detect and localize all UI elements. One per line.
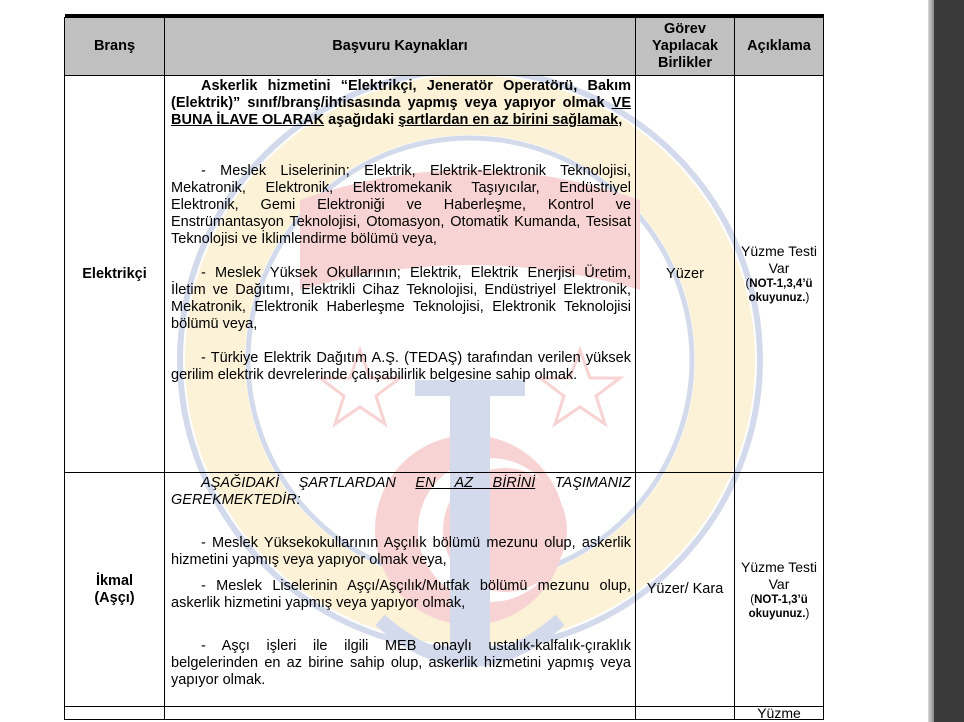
paren-open: ( xyxy=(745,278,750,290)
intro-emphasis: VE BUNA İLAVE OLARAK xyxy=(171,95,631,128)
gorev-cell xyxy=(636,707,735,720)
paren-open: ( xyxy=(750,593,755,606)
header-aciklama: Açıklama xyxy=(735,18,824,76)
table-row xyxy=(65,707,824,720)
basvuru-cell xyxy=(165,76,636,473)
brans-line: İkmal xyxy=(95,572,134,589)
header-gorev: Görev Yapılacak Birlikler xyxy=(636,18,735,76)
brans-cell xyxy=(65,473,165,707)
requirement-heading xyxy=(171,475,631,509)
basvuru-cell xyxy=(165,707,636,720)
header-brans: Branş xyxy=(65,18,165,76)
list-item: - Türkiye Elektrik Dağıtım A.Ş. (TEDAŞ) tarafından verilen yüksek gerilim elektrik devrelerinde çalışabilirlik belgesine sahip olmak. xyxy=(171,350,631,383)
brans-cell xyxy=(65,707,165,720)
heading-text: AŞAĞIDAKİ ŞARTLARDAN xyxy=(201,475,416,491)
list-item: - Meslek Yüksek Okullarının; Elektrik, Elektrik Enerjisi Üretim, İletim ve Dağıtımı, Elektrikli Cihaz Teknolojisi, Endüstriyel Elektronik, Mekatronik, Elektronik Haberleşme Teknolojisi, Elektronik Teknolojisi bölümü veya, xyxy=(171,265,631,332)
brans-cell: Elektrikçi xyxy=(65,76,165,473)
gorev-cell: Yüzer xyxy=(636,76,735,473)
aciklama-cell: Yüzme xyxy=(735,707,824,720)
intro-text: Askerlik hizmetini “Elektrikçi, Jeneratör Operatörü, Bakım (Elektrik)” sınıf/branş/ihtisasında yapmış veya yapıyor olmak xyxy=(171,78,631,111)
heading-emphasis: EN AZ BİRİNİ xyxy=(415,475,536,491)
aciklama-cell xyxy=(735,76,824,473)
intro-text: aşağıdaki xyxy=(324,112,399,128)
aciklama-note-line xyxy=(735,593,823,621)
table-row xyxy=(65,76,824,473)
list-item: - Meslek Yüksekokullarının Aşçılık bölümü mezunu olup, askerlik hizmetini yapmış veya yapıyor olmak veya, xyxy=(171,535,631,568)
list-item: - Meslek Liselerinin Aşçı/Aşçılık/Mutfak bölümü mezunu olup, askerlik hizmetini yapmış veya yapıyor olmak, xyxy=(171,578,631,611)
brans-line: (Aşçı) xyxy=(94,589,135,606)
table-header-row xyxy=(65,18,824,76)
header-basvuru: Başvuru Kaynakları xyxy=(165,18,636,76)
aciklama-main: Yüzme Testi Var xyxy=(741,558,817,592)
intro-paragraph xyxy=(171,78,631,129)
requirements-table xyxy=(64,14,824,720)
intro-emphasis: şartlardan en az birini sağlamak, xyxy=(398,112,623,128)
aciklama-note: NOT-1,3,4’ü okuyunuz. xyxy=(748,278,813,304)
aciklama-main: Yüzme Testi Var xyxy=(741,243,817,276)
aciklama-note: NOT-1,3’ü okuyunuz. xyxy=(748,593,808,620)
table-row xyxy=(65,473,824,707)
aciklama-cell xyxy=(735,473,824,707)
paren-close: ) xyxy=(805,607,810,620)
aciklama-note-line xyxy=(735,277,823,305)
viewer-background xyxy=(934,0,964,722)
gorev-cell: Yüzer/ Kara xyxy=(636,473,735,707)
list-item: - Aşçı işleri ile ilgili MEB onaylı ustalık-kalfalık-çıraklık belgelerinden en az birine sahip olup, askerlik hizmetini yapmış veya yapıyor olmak. xyxy=(171,638,631,688)
heading-text: TAŞIMANIZ GEREKMEKTEDİR: xyxy=(171,475,632,508)
list-item: - Meslek Liselerinin; Elektrik, Elektrik-Elektronik Teknolojisi, Mekatronik, Elektronik, Elektromekanik Taşıyıcılar, Endüstriyel Elektronik, Gemi Elektroniği ve Haberleşme, Kontrol ve Enstrümantasyon Teknolojisi, Otomasyon, Otomatik Kumanda, Tesisat Teknolojisi ve İklimlendirme bölümü veya, xyxy=(171,163,631,247)
basvuru-cell xyxy=(165,473,636,707)
paren-close: ) xyxy=(805,292,810,304)
